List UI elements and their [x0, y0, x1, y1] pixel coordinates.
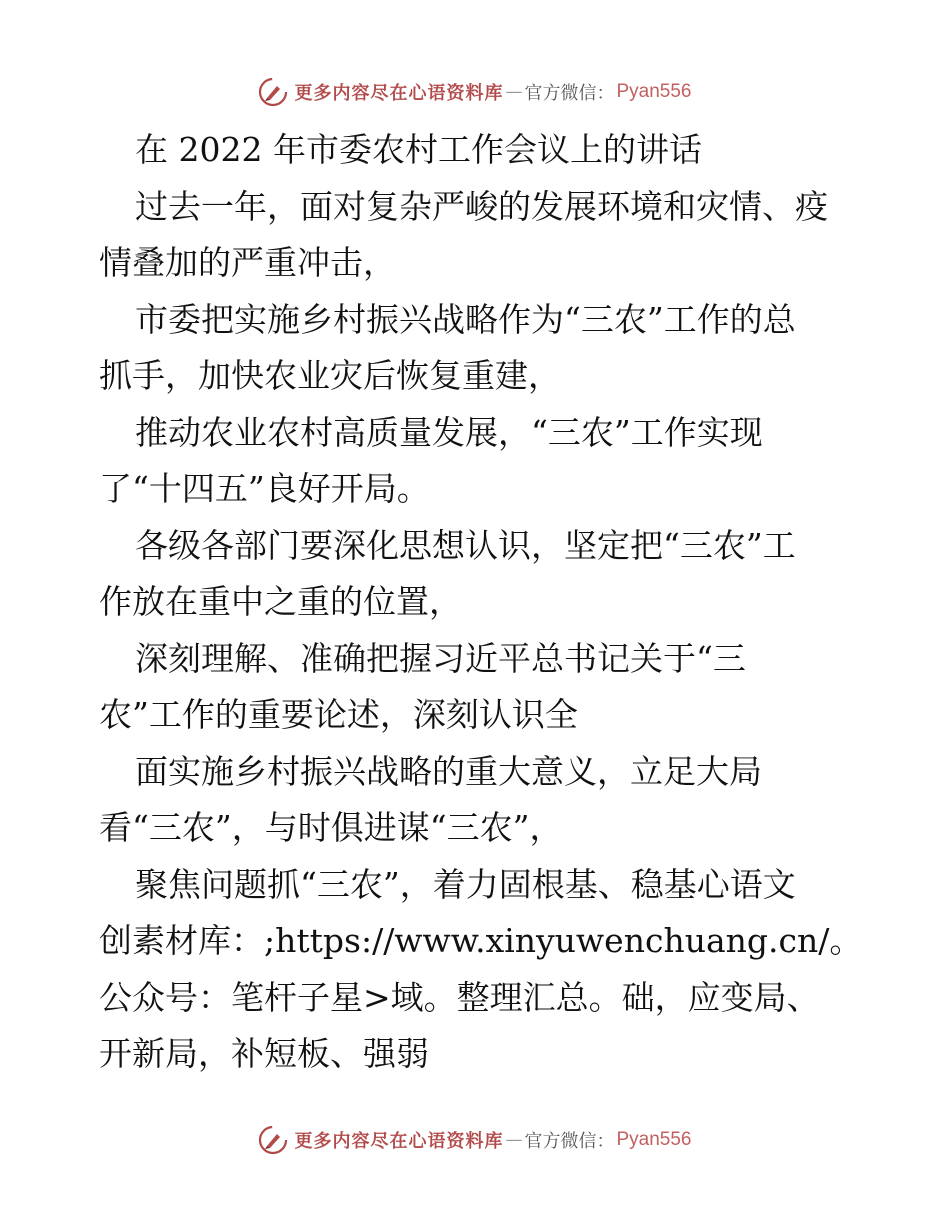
paragraph-line: 公众号：笔杆子星>域。整理汇总。础，应变局、 [99, 977, 820, 1017]
watermark-text: 更多内容尽在心语资料库 [294, 1131, 504, 1152]
pen-nib-logo-icon [258, 77, 288, 107]
paragraph-line: 情叠加的严重冲击， [99, 243, 396, 282]
watermark-wechat-id: Pyan556 [616, 81, 692, 102]
pen-nib-logo-icon [258, 1125, 288, 1155]
watermark-wechat-label: 官方微信： [524, 83, 615, 104]
document-body [99, 122, 863, 1083]
paragraph-line: 了“十四五”良好开局。 [99, 469, 430, 508]
watermark-separator: — [505, 1130, 523, 1150]
watermark-separator: — [505, 82, 523, 102]
paragraph-line: 看“三农”，与时俱进谋“三农”， [99, 808, 563, 847]
footer-watermark [0, 1120, 950, 1160]
watermark-wechat-id: Pyan556 [616, 1129, 692, 1150]
document-title: 在 2022 年市委农村工作会议上的讲话 [135, 130, 702, 169]
paragraph-line: 推动农业农村高质量发展，“三农”工作实现 [135, 412, 763, 452]
paragraph-line: 抓手，加快农业灾后恢复重建， [99, 356, 561, 395]
paragraph-line: 过去一年，面对复杂严峻的发展环境和灾情、疫 [135, 186, 828, 226]
paragraph-line: 聚焦问题抓“三农”，着力固根基、稳基心语文 [135, 864, 796, 904]
paragraph-line: 深刻理解、准确把握习近平总书记关于“三 [135, 638, 746, 678]
paragraph-line: 面实施乡村振兴战略的重大意义，立足大局 [135, 751, 762, 791]
paragraph-line: 开新局，补短板、强弱 [99, 1034, 429, 1073]
paragraph-line: 创素材库：;https://www.xinyuwenchuang.cn/。 [99, 921, 863, 960]
paragraph-line: 各级各部门要深化思想认识，坚定把“三农”工 [135, 525, 796, 565]
watermark-text: 更多内容尽在心语资料库 [294, 83, 504, 104]
paragraph-line: 市委把实施乡村振兴战略作为“三农”工作的总 [135, 299, 796, 339]
watermark-wechat-label: 官方微信： [524, 1131, 615, 1152]
paragraph-line: 作放在重中之重的位置， [99, 582, 462, 621]
paragraph-line: 农”工作的重要论述，深刻认识全 [99, 695, 578, 734]
header-watermark [0, 72, 950, 112]
